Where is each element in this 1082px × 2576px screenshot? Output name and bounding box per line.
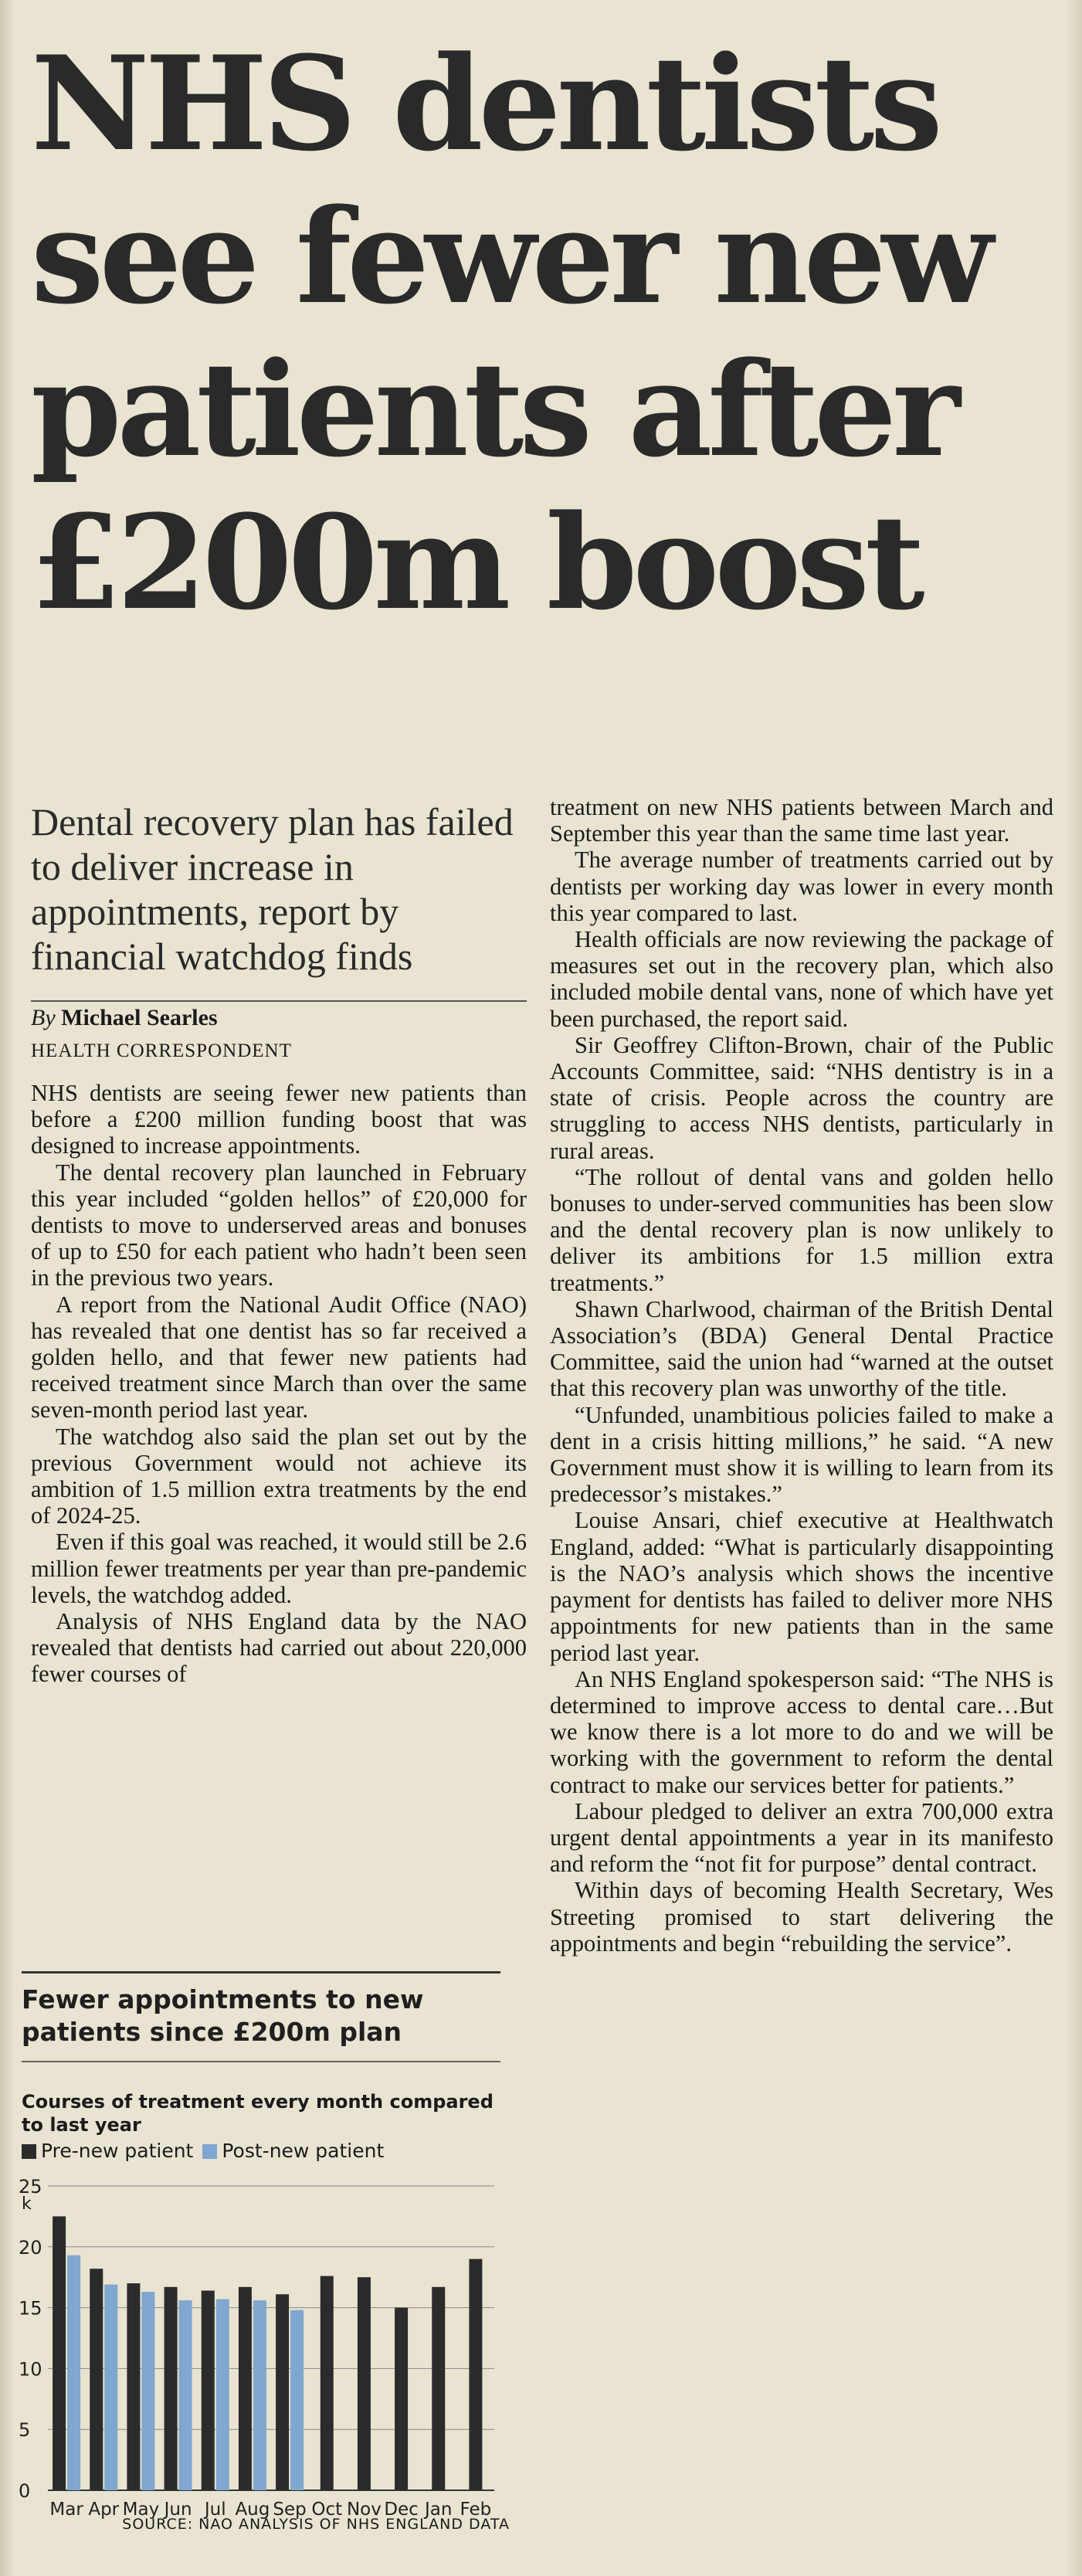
byline-prefix: By bbox=[31, 1005, 56, 1030]
x-tick-label: May bbox=[122, 2500, 160, 2520]
bar-pre-new-patient bbox=[321, 2276, 334, 2490]
bar-post-new-patient bbox=[141, 2292, 154, 2490]
bar-post-new-patient bbox=[104, 2285, 117, 2490]
bar-pre-new-patient bbox=[276, 2294, 289, 2490]
x-tick-label: Nov bbox=[346, 2500, 382, 2520]
x-tick-label: Apr bbox=[88, 2500, 120, 2520]
bar-pre-new-patient bbox=[127, 2283, 140, 2490]
bar-pre-new-patient bbox=[165, 2287, 178, 2490]
x-tick-label: Jul bbox=[204, 2500, 226, 2520]
bar-pre-new-patient bbox=[358, 2277, 371, 2490]
bar-post-new-patient bbox=[179, 2300, 192, 2490]
bar-post-new-patient bbox=[253, 2300, 266, 2490]
y-tick-label: 20 bbox=[19, 2236, 42, 2259]
paragraph: Shawn Charlwood, chairman of the British Dental Association’s (BDA) General Dental Practice Committee, said the union had “warned at the outset that this recovery plan was unworthy of the title. bbox=[550, 1295, 1053, 1402]
chart-title-rule bbox=[22, 2061, 500, 2062]
x-tick-label: Dec bbox=[384, 2500, 419, 2520]
bar-pre-new-patient bbox=[53, 2216, 66, 2490]
legend-label: Post-new patient bbox=[222, 2140, 385, 2162]
bar-pre-new-patient bbox=[239, 2287, 252, 2490]
bar-pre-new-patient bbox=[469, 2259, 482, 2490]
x-tick-label: Oct bbox=[311, 2500, 343, 2520]
chart-source: SOURCE: NAO ANALYSIS OF NHS ENGLAND DATA bbox=[122, 2516, 510, 2533]
paragraph: Louise Ansari, chief executive at Healthwatch England, added: “What is particularly disappointing is the NAO’s analysis which shows the incentive payment for dentists has failed to deliver more NHS appointments for new patients than in the same period last year. bbox=[550, 1507, 1053, 1666]
x-tick-label: Sep bbox=[273, 2500, 307, 2520]
paragraph: The average number of treatments carried out by dentists per working day was lower in every month this year compared to last. bbox=[550, 847, 1053, 926]
x-tick-label: Mar bbox=[49, 2500, 83, 2520]
bar-pre-new-patient bbox=[202, 2291, 215, 2490]
x-tick-label: Aug bbox=[235, 2500, 270, 2520]
paragraph: “The rollout of dental vans and golden hello bonuses to under-served communities has been slow and the dental recovery plan is now unlikely to deliver its ambitions for 1.5 million extra treatments.” bbox=[550, 1163, 1053, 1296]
y-tick-label: 5 bbox=[19, 2419, 31, 2442]
paragraph: Labour pledged to deliver an extra 700,000 extra urgent dental appointments a year in its manifesto and reform the “not fit for purpose” dental contract. bbox=[550, 1797, 1053, 1878]
bar-post-new-patient bbox=[290, 2310, 304, 2490]
paragraph: The watchdog also said the plan set out by the previous Government would not achieve its ambition of 1.5 million extra treatments by the end of 2024-25. bbox=[31, 1423, 527, 1529]
y-tick-label: 0 bbox=[19, 2480, 31, 2502]
bar-chart bbox=[0, 2163, 510, 2564]
legend-swatch bbox=[202, 2144, 217, 2159]
chart-subtitle: Courses of treatment every month compared to last year bbox=[22, 2091, 494, 2136]
paragraph: An NHS England spokesperson said: “The NHS is determined to improve access to dental care…But we know there is a lot more to do and we will be working with the government to reform the dental contract to make our services better for patients.” bbox=[550, 1665, 1053, 1798]
article-column-left bbox=[31, 1080, 527, 1688]
paragraph: treatment on new NHS patients between March and September this year than the same time last year. bbox=[550, 794, 1053, 847]
chart-title: Fewer appointments to new patients since £200m plan bbox=[22, 1984, 424, 2047]
headline-line: patients after bbox=[31, 333, 956, 486]
legend-label: Pre-new patient bbox=[41, 2140, 194, 2162]
paragraph: Even if this goal was reached, it would still be 2.6 million fewer treatments per year than pre-pandemic levels, the watchdog added. bbox=[31, 1529, 527, 1608]
y-tick-label: 15 bbox=[19, 2297, 42, 2320]
x-tick-label: Jan bbox=[425, 2500, 453, 2520]
author-name: Michael Searles bbox=[61, 1005, 218, 1030]
legend-item bbox=[22, 2140, 193, 2163]
bar-pre-new-patient bbox=[395, 2308, 408, 2490]
divider bbox=[31, 1000, 527, 1002]
x-tick-label: Feb bbox=[460, 2500, 492, 2520]
paragraph: Sir Geoffrey Clifton-Brown, chair of the Public Accounts Committee, said: “NHS dentistry is in a state of crisis. People across the country are struggling to access NHS dentists, particularly in rural areas. bbox=[550, 1031, 1053, 1164]
chart-legend bbox=[22, 2140, 384, 2163]
bar-pre-new-patient bbox=[90, 2269, 103, 2490]
y-unit-label: k bbox=[22, 2194, 32, 2214]
paragraph: Within days of becoming Health Secretary, Wes Streeting promised to start delivering the appointments and begin “rebuilding the service”. bbox=[550, 1877, 1053, 1957]
paragraph: A report from the National Audit Office (NAO) has revealed that one dentist has so far received a golden hello, and that fewer new patients had received treatment since March than over the same seven-month period last year. bbox=[31, 1291, 527, 1424]
y-tick-label: 25 bbox=[19, 2176, 42, 2198]
byline bbox=[31, 1004, 525, 1032]
author-role: HEALTH CORRESPONDENT bbox=[31, 1040, 292, 1061]
x-tick-label: Jun bbox=[164, 2500, 192, 2520]
legend-swatch bbox=[22, 2144, 36, 2159]
page-edge-right bbox=[1065, 0, 1082, 2576]
headline-line: NHS dentists bbox=[31, 27, 938, 180]
headline bbox=[31, 27, 1050, 639]
headline-line: see fewer new bbox=[31, 180, 989, 333]
paragraph: Analysis of NHS England data by the NAO revealed that dentists had carried out about 220,000 fewer courses of bbox=[31, 1608, 527, 1688]
y-tick-label: 10 bbox=[19, 2358, 42, 2381]
chart-top-rule bbox=[22, 1971, 500, 1974]
bar-pre-new-patient bbox=[432, 2287, 445, 2490]
headline-line: £200m boost bbox=[31, 486, 921, 639]
paragraph: NHS dentists are seeing fewer new patients than before a £200 million funding boost that was designed to increase appointments. bbox=[31, 1080, 527, 1159]
paragraph: “Unfunded, unambitious policies failed to make a dent in a crisis hitting millions,” he said. “A new Government must show it is willing to learn from its predecessor’s mistakes.” bbox=[550, 1401, 1053, 1508]
paragraph: The dental recovery plan launched in February this year included “golden hellos” of £20,000 for dentists to move to underserved areas and bonuses of up to £50 for each patient who hadn’t been seen in the previous two years. bbox=[31, 1159, 527, 1291]
bar-post-new-patient bbox=[67, 2255, 80, 2490]
bar-post-new-patient bbox=[216, 2299, 229, 2490]
article-column-right bbox=[550, 794, 1053, 1957]
standfirst: Dental recovery plan has failed to deliver increase in appointments, report by financial watchdog finds bbox=[31, 800, 514, 978]
legend-item bbox=[202, 2140, 384, 2163]
paragraph: Health officials are now reviewing the package of measures set out in the recovery plan, which also included mobile dental vans, none of which have yet been purchased, the report said. bbox=[550, 926, 1053, 1032]
